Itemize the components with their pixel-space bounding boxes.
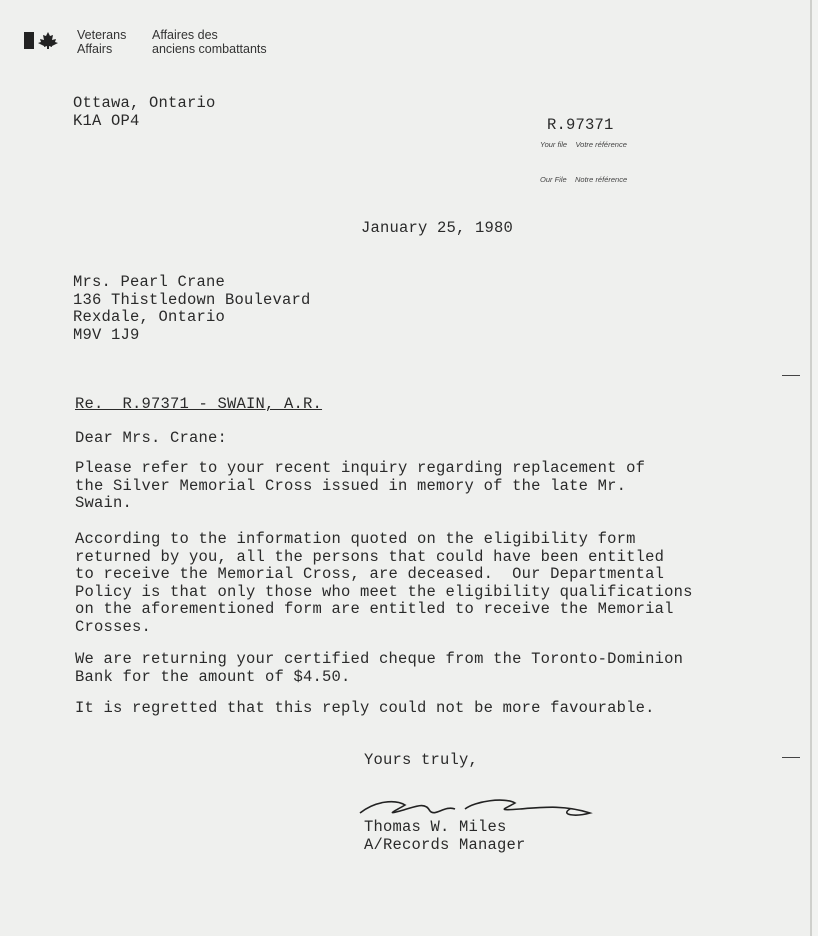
body-line: It is regretted that this reply could not be more favourable.: [75, 699, 655, 717]
closing: Yours truly,: [364, 751, 479, 769]
address-line: Ottawa, Ontario: [73, 94, 216, 112]
salutation: Dear Mrs. Crane:: [75, 429, 228, 447]
maple-leaf-icon: [38, 32, 58, 49]
signer-title: A/Records Manager: [364, 836, 526, 854]
paragraph-1: [75, 460, 645, 513]
body-line: on the aforementioned form are entitled to receive the Memorial: [75, 600, 674, 618]
recipient-line: Mrs. Pearl Crane: [73, 273, 226, 291]
body-line: Crosses.: [75, 617, 152, 636]
handwritten-signature: [355, 795, 605, 819]
recipient-line: Rexdale, Ontario: [73, 308, 226, 326]
your-file-en: Your file: [540, 140, 568, 149]
dept-en-line: Veterans: [77, 28, 127, 42]
dept-fr-line: Affaires des: [152, 28, 218, 42]
dept-fr-line: anciens combattants: [152, 42, 267, 56]
recipient-line: M9V 1J9: [73, 325, 140, 344]
letter-date: January 25, 1980: [361, 219, 514, 237]
paragraph-2: [75, 531, 693, 636]
our-file-label: [540, 175, 627, 184]
dept-name-fr: [152, 28, 267, 56]
signer-name: Thomas W. Miles: [364, 818, 507, 836]
subject-line: Re. R.97371 - SWAIN, A.R.: [75, 395, 323, 413]
body-line: According to the information quoted on the eligibility form: [75, 530, 636, 548]
address-line: K1A OP4: [73, 111, 140, 130]
flag-bar-icon: [24, 32, 34, 49]
recipient-line: 136 Thistledown Boulevard: [73, 290, 311, 309]
our-file-fr: Notre référence: [575, 175, 628, 184]
margin-mark: [782, 375, 800, 376]
margin-mark: [782, 757, 800, 758]
paragraph-4: [75, 700, 655, 718]
dept-en-line: Affairs: [77, 42, 113, 56]
our-file-en: Our File: [540, 175, 567, 184]
body-line: the Silver Memorial Cross issued in memory of the late Mr.: [75, 476, 627, 495]
body-line: to receive the Memorial Cross, are deceased. Our Departmental: [75, 565, 665, 583]
recipient-address: [73, 274, 311, 344]
body-line: returned by you, all the persons that could have been entitled: [75, 547, 665, 566]
dept-name-en: [77, 28, 126, 56]
body-line: We are returning your certified cheque from the Toronto-Dominion: [75, 650, 684, 668]
body-line: Please refer to your recent inquiry regarding replacement of: [75, 459, 646, 477]
body-line: Swain.: [75, 494, 133, 512]
body-line: Policy is that only those who meet the eligibility qualifications: [75, 582, 693, 601]
body-line: Bank for the amount of $4.50.: [75, 667, 351, 686]
your-file-fr: Votre référence: [575, 140, 627, 149]
paragraph-3: [75, 651, 683, 686]
reference-number: R.97371: [547, 116, 614, 134]
sender-address: [73, 95, 216, 130]
your-file-label: [540, 140, 627, 149]
